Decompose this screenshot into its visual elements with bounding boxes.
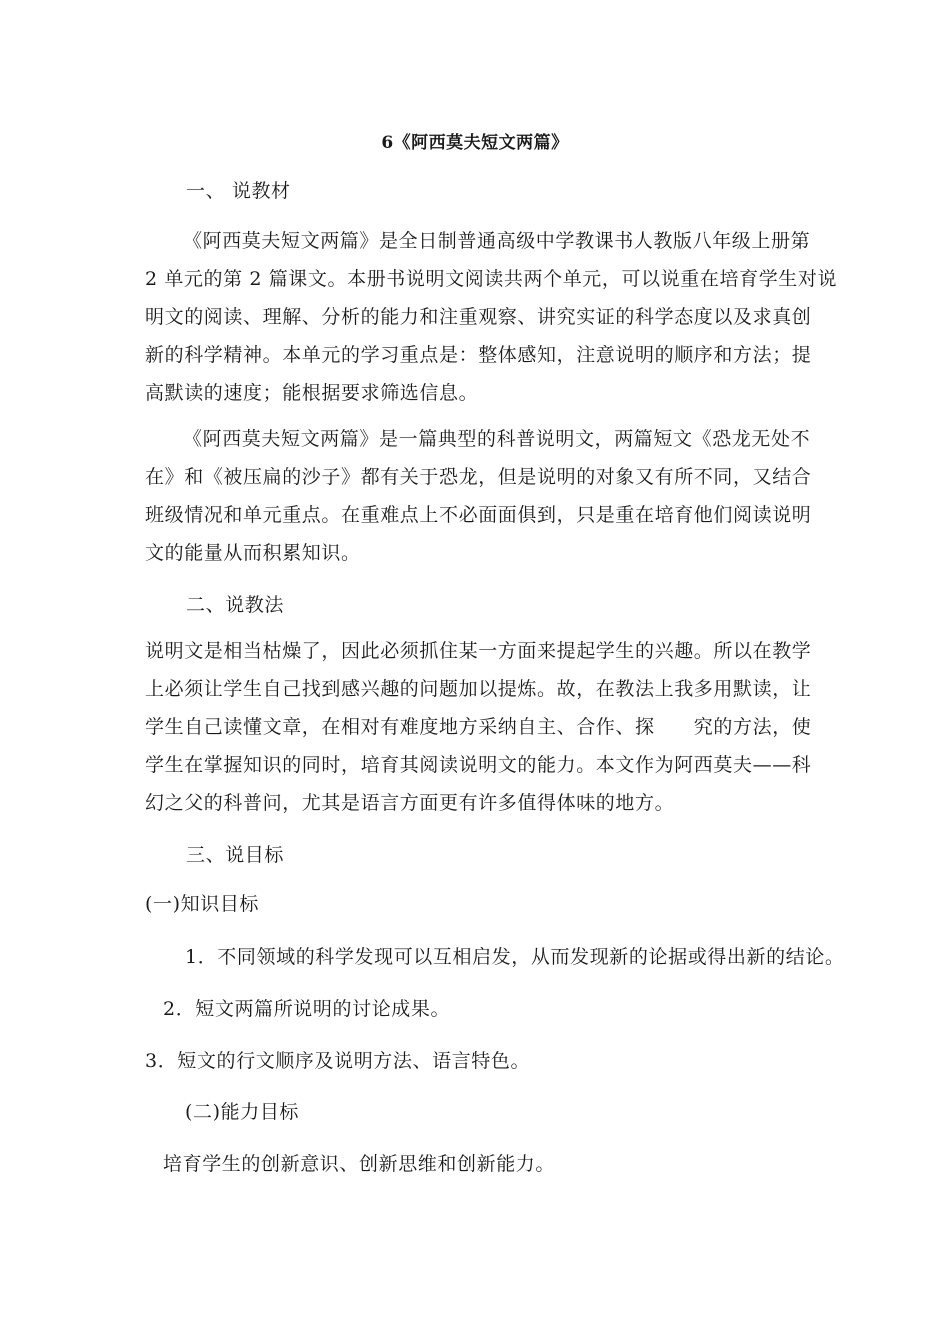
paragraph-line: 高默读的速度；能根据要求筛选信息。 bbox=[145, 382, 479, 404]
knowledge-goal-item-3: 3．短文的行文顺序及说明方法、语言特色。 bbox=[145, 1050, 531, 1072]
paragraph-line: 上必须让学生自己找到感兴趣的问题加以提炼。故，在教法上我多用默读，让 bbox=[145, 678, 812, 700]
knowledge-goal-item-1: 1．不同领域的科学发现可以互相启发，从而发现新的论据或得出新的结论。 bbox=[185, 946, 845, 968]
section-heading-goals: 三、说目标 bbox=[186, 844, 285, 866]
paragraph-line: 明文的阅读、理解、分析的能力和注重观察、讲究实证的科学态度以及求真创 bbox=[145, 306, 812, 328]
subheading-knowledge-goals: (一)知识目标 bbox=[145, 893, 260, 915]
paragraph-line: 文的能量从而积累知识。 bbox=[145, 542, 361, 564]
paragraph-teaching-material-2 bbox=[145, 420, 811, 572]
paragraph-line: 班级情况和单元重点。在重难点上不必面面俱到，只是重在培育他们阅读说明 bbox=[145, 504, 812, 526]
knowledge-goal-item-2: 2．短文两篇所说明的讨论成果。 bbox=[163, 998, 451, 1020]
paragraph-teaching-method bbox=[145, 632, 811, 822]
paragraph-line: 说明文是相当枯燥了，因此必须抓住某一方面来提起学生的兴趣。所以在教学 bbox=[145, 640, 812, 662]
paragraph-line: 《阿西莫夫短文两篇》是一篇典型的科普说明文，两篇短文《恐龙无处不 bbox=[183, 428, 811, 450]
ability-goal-text: 培育学生的创新意识、创新思维和创新能力。 bbox=[163, 1153, 556, 1175]
paragraph-teaching-material-1 bbox=[145, 222, 837, 412]
paragraph-line: 学生自己读懂文章，在相对有难度地方采纳自主、合作、探 究的方法，使 bbox=[145, 716, 812, 738]
paragraph-line: 2 单元的第 2 篇课文。本册书说明文阅读共两个单元，可以说重在培育学生对说 bbox=[145, 268, 838, 290]
paragraph-line: 新的科学精神。本单元的学习重点是：整体感知，注意说明的顺序和方法；提 bbox=[145, 344, 812, 366]
section-heading-teaching-material: 一、 说教材 bbox=[186, 180, 291, 202]
section-heading-teaching-method: 二、说教法 bbox=[186, 594, 285, 616]
subheading-ability-goals: (二)能力目标 bbox=[185, 1101, 300, 1123]
paragraph-line: 在》和《被压扁的沙子》都有关于恐龙，但是说明的对象又有所不同，又结合 bbox=[145, 466, 812, 488]
document-title: 6《阿西莫夫短文两篇》 bbox=[381, 133, 569, 153]
paragraph-line: 《阿西莫夫短文两篇》是全日制普通高级中学教课书人教版八年级上册第 bbox=[183, 230, 811, 252]
paragraph-line: 幻之父的科普问，尤其是语言方面更有许多值得体味的地方。 bbox=[145, 792, 675, 814]
paragraph-line: 学生在掌握知识的同时，培育其阅读说明文的能力。本文作为阿西莫夫——科 bbox=[145, 754, 812, 776]
